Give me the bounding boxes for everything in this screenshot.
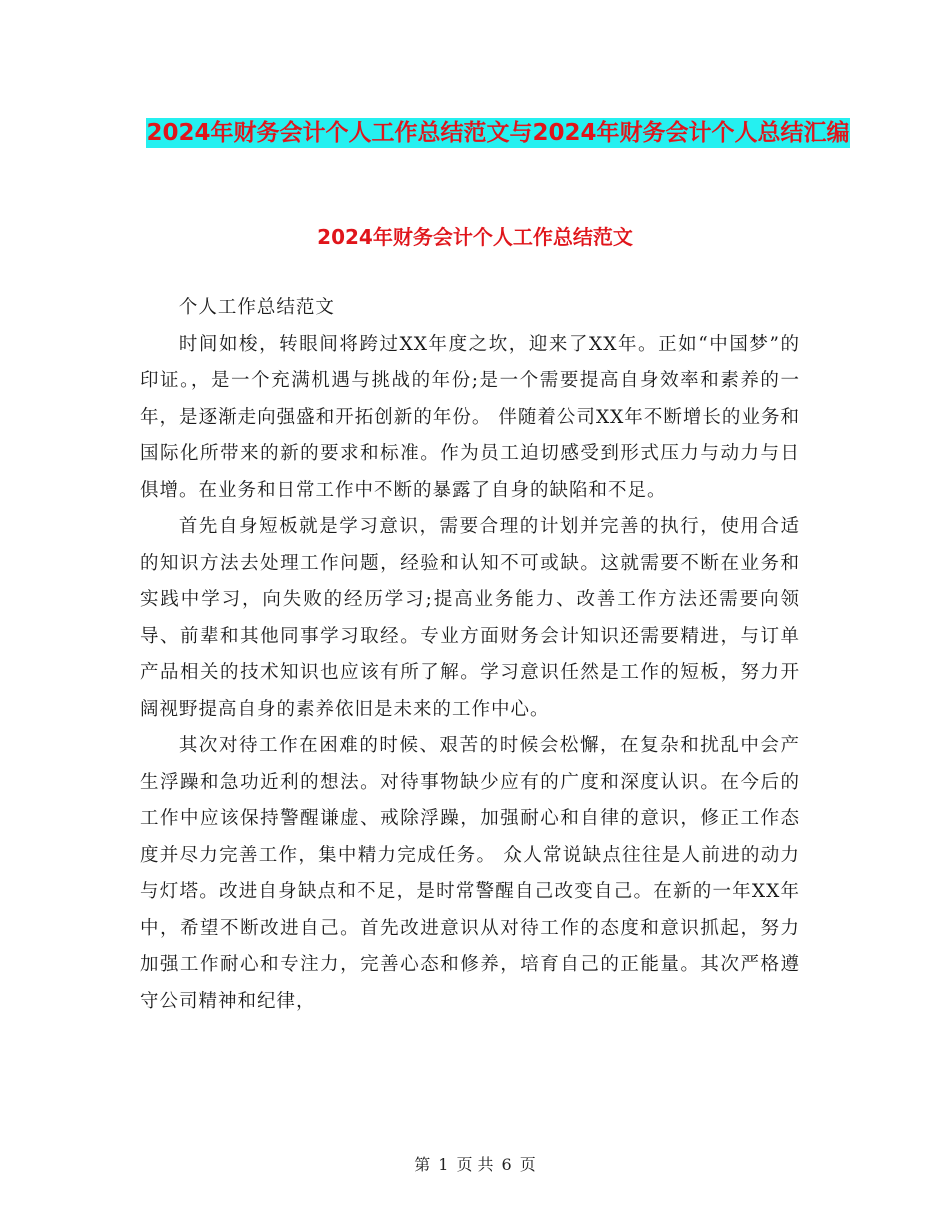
page-footer [0, 1154, 950, 1176]
footer-page-number: 1 [438, 1155, 449, 1174]
paragraph: 时间如梭，转眼间将跨过XX年度之坎，迎来了XX年。正如“中国梦”的印证。，是一个充满机遇与挑战的年份;是一个需要提高自身效率和素养的一年，是逐渐走向强盛和开拓创新的年份。 伴随着公司XX年不断增长的业务和国际化所带来的新的要求和标准。作为员工迫切感受到形式压力与动力与日俱增。在业务和日常工作中不断的暴露了自身的缺陷和不足。 [140, 333, 800, 501]
paragraph: 首先自身短板就是学习意识，需要合理的计划并完善的执行，使用合适的知识方法去处理工作问题，经验和认知不可或缺。这就需要不断在业务和实践中学习，向失败的经历学习;提高业务能力、改善工作方法还需要向领导、前辈和其他同事学习取经。专业方面财务会计知识还需要精进，与订单产品相关的技术知识也应该有所了解。学习意识任然是工作的短板，努力开阔视野提高自身的素养依旧是未来的工作中心。 [140, 516, 800, 720]
footer-total-pages: 6 [501, 1155, 512, 1174]
paragraph: 个人工作总结范文 [178, 297, 335, 318]
main-title-text: 2024年财务会计个人工作总结范文与2024年财务会计个人总结汇编 [146, 120, 850, 146]
body-text [140, 290, 800, 1020]
footer-label-end: 页 [519, 1155, 536, 1174]
footer-label-of: 页 共 [456, 1155, 494, 1174]
footer-label-page: 第 [414, 1155, 431, 1174]
document-main-title [140, 112, 856, 154]
section-title: 2024年财务会计个人工作总结范文 [317, 225, 633, 249]
paragraph: 其次对待工作在困难的时候、艰苦的时候会松懈，在复杂和扰乱中会产生浮躁和急功近利的想法。对待事物缺少应有的广度和深度认识。在今后的工作中应该保持警醒谦虚、戒除浮躁，加强耐心和自律的意识，修正工作态度并尽力完善工作，集中精力完成任务。 众人常说缺点往往是人前进的动力与灯塔。改进自身缺点和不足，是时常警醒自己改变自己。在新的一年XX年中，希望不断改进自己。首先改进意识从对待工作的态度和意识抓起，努力加强工作耐心和专注力，完善心态和修养，培育自己的正能量。其次严格遵守公司精神和纪律， [140, 735, 800, 1012]
